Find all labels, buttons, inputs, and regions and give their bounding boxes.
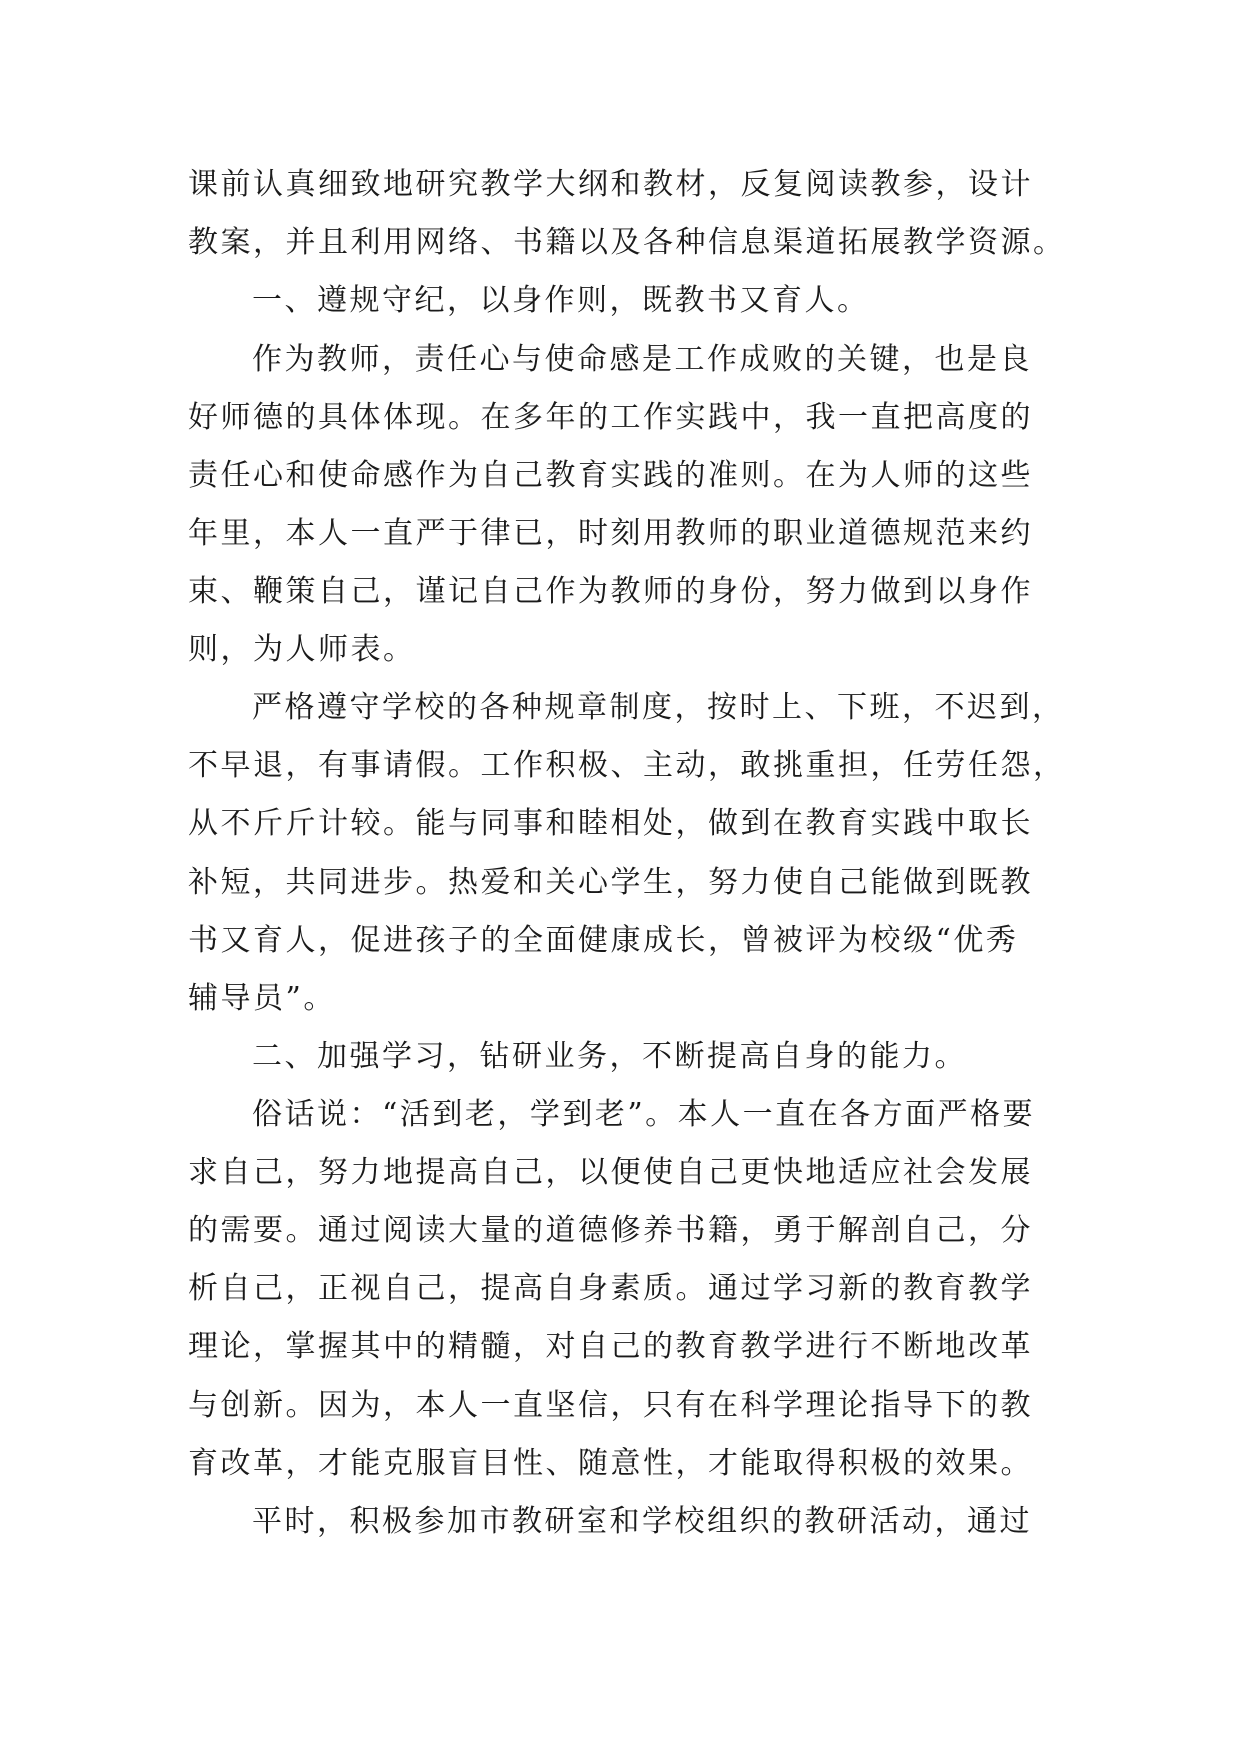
text-line: 补短，共同进步。热爱和关心学生，努力使自己能做到既教 bbox=[188, 865, 1033, 900]
text-line: 与创新。因为，本人一直坚信，只有在科学理论指导下的教 bbox=[188, 1388, 1033, 1423]
text-line: 的需要。通过阅读大量的道德修养书籍，勇于解剖自己，分 bbox=[188, 1213, 1033, 1248]
text-line: 作为教师，责任心与使命感是工作成败的关键，也是良 bbox=[252, 342, 1032, 377]
text-line: 求自己，努力地提高自己，以便使自己更快地适应社会发展 bbox=[188, 1155, 1033, 1190]
text-line: 责任心和使命感作为自己教育实践的准则。在为人师的这些 bbox=[188, 458, 1033, 493]
text-line: 析自己，正视自己，提高自身素质。通过学习新的教育教学 bbox=[188, 1271, 1033, 1306]
text-line: 育改革，才能克服盲目性、随意性，才能取得积极的效果。 bbox=[188, 1446, 1033, 1481]
text-line: 严格遵守学校的各种规章制度，按时上、下班，不迟到， bbox=[252, 690, 1065, 725]
text-line: 从不斤斤计较。能与同事和睦相处，做到在教育实践中取长 bbox=[188, 806, 1033, 841]
text-line: 俗话说：“活到老，学到老”。本人一直在各方面严格要 bbox=[252, 1097, 1036, 1132]
text-line: 书又育人，促进孩子的全面健康成长，曾被评为校级“优秀 bbox=[188, 923, 1019, 958]
text-line: 教案，并且利用网络、书籍以及各种信息渠道拓展教学资源。 bbox=[188, 225, 1066, 260]
text-line: 好师德的具体体现。在多年的工作实践中，我一直把高度的 bbox=[188, 400, 1033, 435]
text-line: 辅导员”。 bbox=[188, 981, 336, 1016]
text-line: 年里，本人一直严于律已，时刻用教师的职业道德规范来约 bbox=[188, 516, 1033, 551]
text-line: 平时，积极参加市教研室和学校组织的教研活动，通过 bbox=[252, 1504, 1032, 1539]
section-heading-2: 二、加强学习，钻研业务，不断提高自身的能力。 bbox=[252, 1039, 967, 1074]
text-line: 不早退，有事请假。工作积极、主动，敢挑重担，任劳任怨， bbox=[188, 748, 1066, 783]
text-line: 则，为人师表。 bbox=[188, 632, 416, 667]
text-line: 理论，掌握其中的精髓，对自己的教育教学进行不断地改革 bbox=[188, 1329, 1033, 1364]
text-line: 束、鞭策自己，谨记自己作为教师的身份，努力做到以身作 bbox=[188, 574, 1033, 609]
text-line: 课前认真细致地研究教学大纲和教材，反复阅读教参，设计 bbox=[188, 167, 1033, 202]
section-heading-1: 一、遵规守纪，以身作则，既教书又育人。 bbox=[252, 283, 870, 318]
